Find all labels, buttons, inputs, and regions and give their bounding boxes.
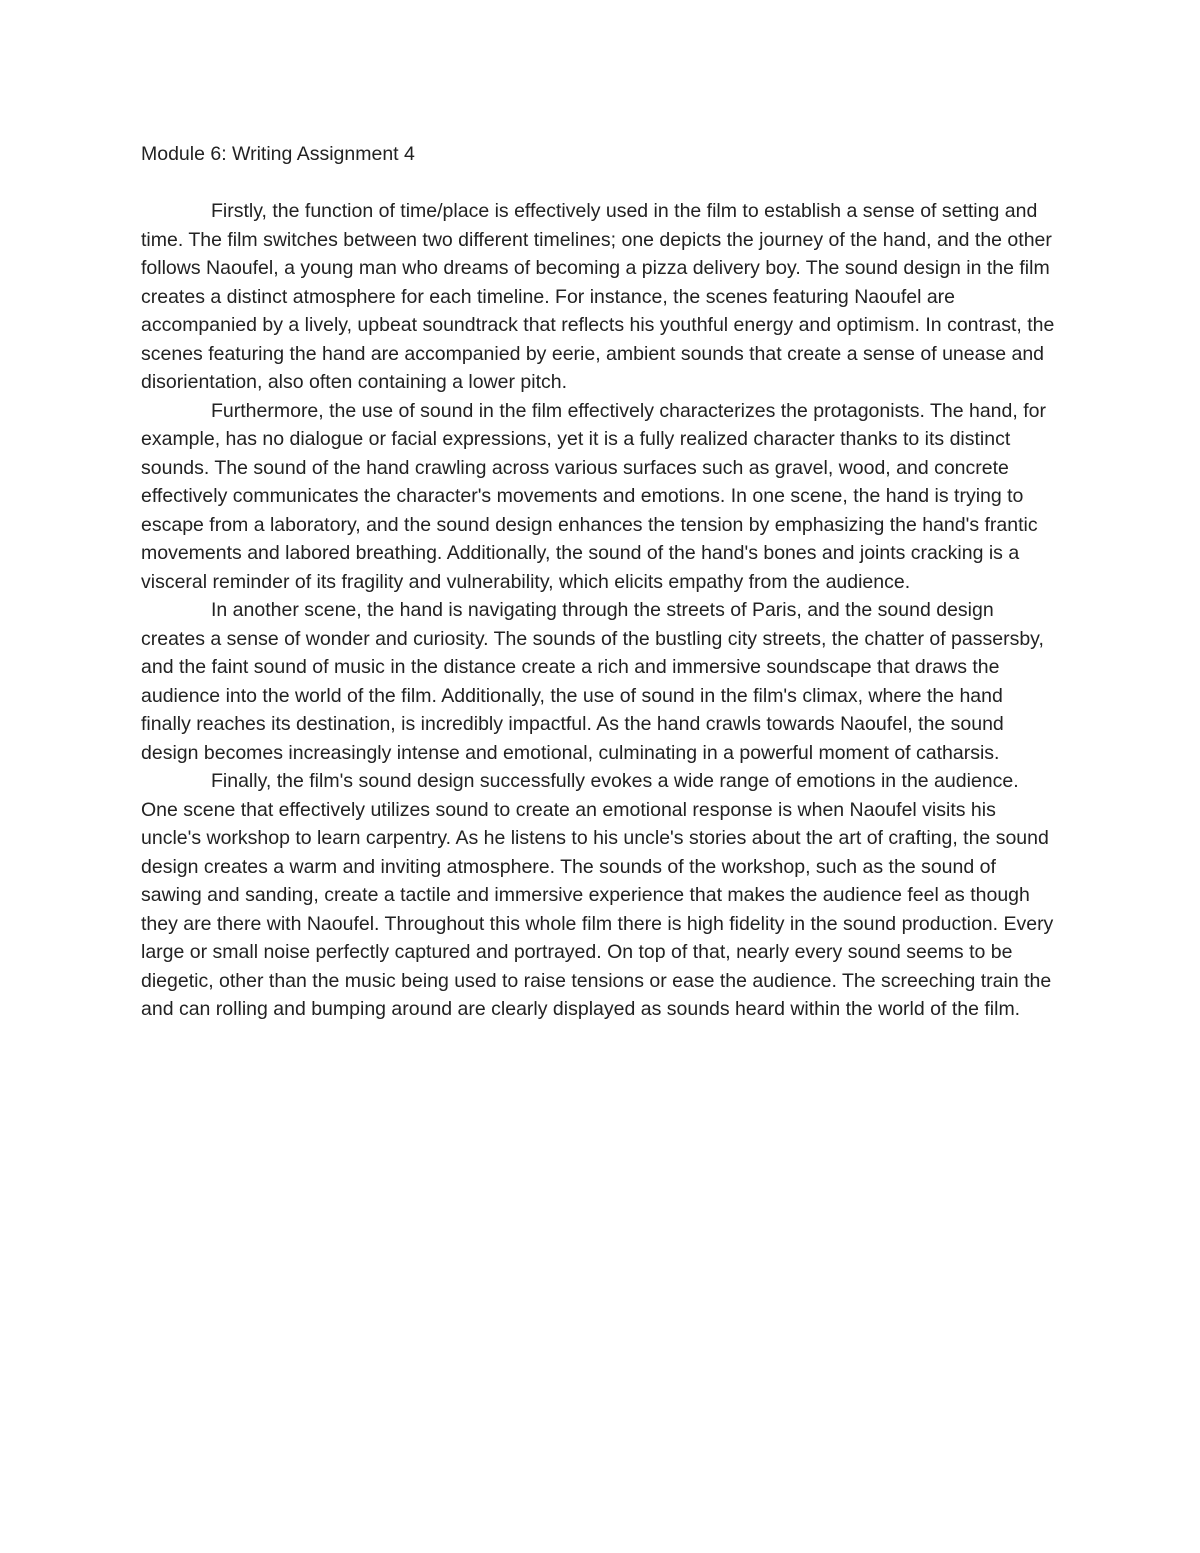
- paragraph-time-place: Firstly, the function of time/place is effectively used in the film to establish a sense of setting and time. The film switches between two different timelines; one depicts the journey of the hand, and the other follows Naoufel, a young man who dreams of becoming a pizza delivery boy. The sound design in the film creates a distinct atmosphere for each timeline. For instance, the scenes featuring Naoufel are accompanied by a lively, upbeat soundtrack that reflects his youthful energy and optimism. In contrast, the scenes featuring the hand are accompanied by eerie, ambient sounds that create a sense of unease and disorientation, also often containing a lower pitch.: [141, 200, 1055, 393]
- document-body: [141, 140, 1057, 1024]
- paragraph-emotions: Finally, the film's sound design successfully evokes a wide range of emotions in the audience. One scene that effectively utilizes sound to create an emotional response is when Naoufel visits his uncle's workshop to learn carpentry. As he listens to his uncle's stories about the art of crafting, the sound design creates a warm and inviting atmosphere. The sounds of the workshop, such as the sound of sawing and sanding, create a tactile and immersive experience that makes the audience feel as though they are there with Naoufel. Throughout this whole film there is high fidelity in the sound production. Every large or small noise perfectly captured and portrayed. On top of that, nearly every sound seems to be diegetic, other than the music being used to raise tensions or ease the audience. The screeching train the and can rolling and bumping around are clearly displayed as sounds heard within the world of the film.: [141, 770, 1054, 1020]
- paragraph-paris-scene: In another scene, the hand is navigating through the streets of Paris, and the sound design creates a sense of wonder and curiosity. The sounds of the bustling city streets, the chatter of passersby, and the faint sound of music in the distance create a rich and immersive soundscape that draws the audience into the world of the film. Additionally, the use of sound in the film's climax, where the hand finally reaches its destination, is incredibly impactful. As the hand crawls towards Naoufel, the sound design becomes increasingly intense and emotional, culminating in a powerful moment of catharsis.: [141, 599, 1044, 764]
- document-title: Module 6: Writing Assignment 4: [141, 143, 415, 165]
- paragraph-characterization: Furthermore, the use of sound in the film effectively characterizes the protagonists. The hand, for example, has no dialogue or facial expressions, yet it is a fully realized character thanks to its distinct sounds. The sound of the hand crawling across various surfaces such as gravel, wood, and concrete effectively communicates the character's movements and emotions. In one scene, the hand is trying to escape from a laboratory, and the sound design enhances the tension by emphasizing the hand's frantic movements and labored breathing. Additionally, the sound of the hand's bones and joints cracking is a visceral reminder of its fragility and vulnerability, which elicits empathy from the audience.: [141, 399, 1046, 593]
